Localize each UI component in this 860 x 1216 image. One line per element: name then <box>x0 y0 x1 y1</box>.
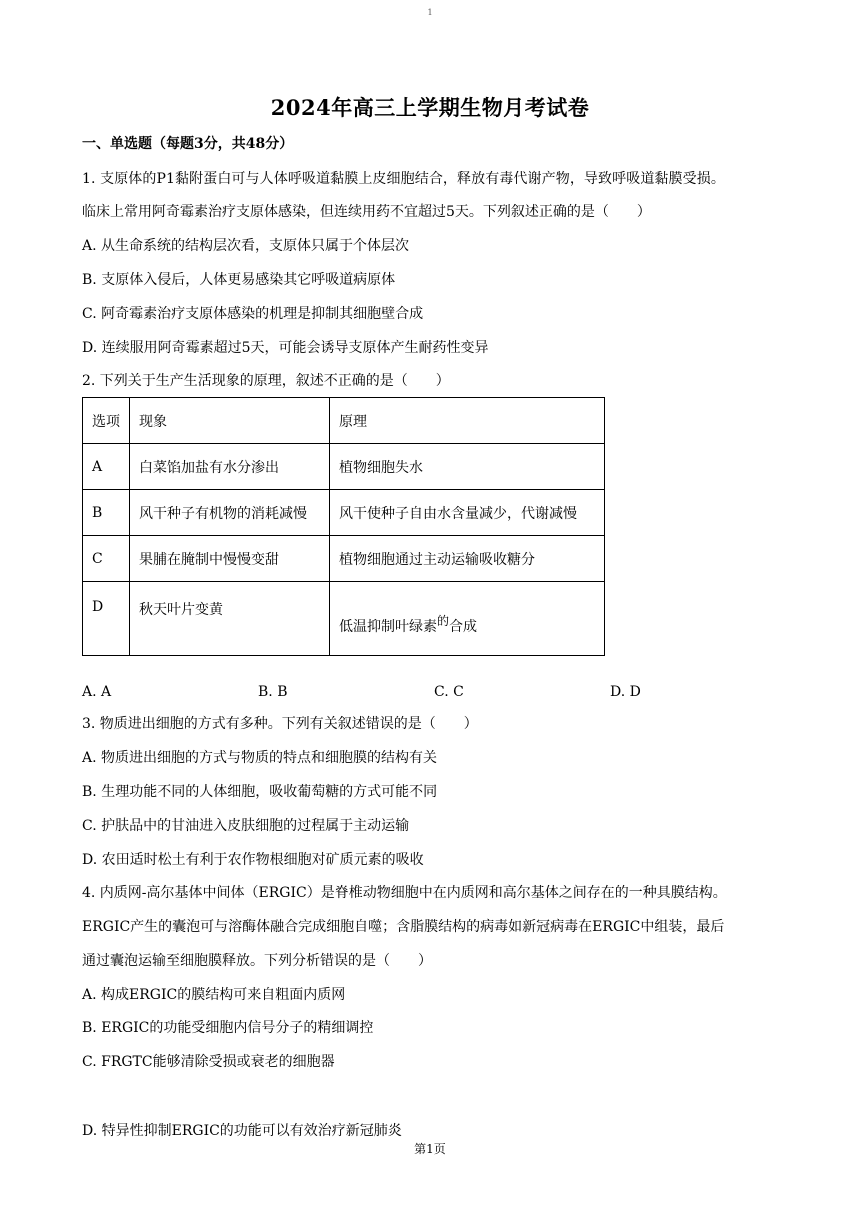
principle-text-raised-char: 的 <box>437 613 450 628</box>
section-heading: 一、单选题（每题3分，共48分） <box>82 136 294 152</box>
q1-option-b: B. 支原体入侵后，人体更易感染其它呼吸道病原体 <box>82 272 396 288</box>
table-cell: B <box>83 490 130 536</box>
table-cell: 风干使种子自由水含量减少，代谢减慢 <box>330 490 605 536</box>
table-header-cell: 现象 <box>130 398 330 444</box>
table-cell-principle <box>330 582 605 656</box>
q1-option-d: D. 连续服用阿奇霉素超过5天，可能会诱导支原体产生耐药性变异 <box>82 340 489 356</box>
q2-choice-d: D. D <box>610 684 641 700</box>
table-row <box>83 444 605 490</box>
q2-choice-b: B. B <box>258 684 288 700</box>
table-cell: A <box>83 444 130 490</box>
table-cell: 风干种子有机物的消耗减慢 <box>130 490 330 536</box>
q1-option-c: C. 阿奇霉素治疗支原体感染的机理是抑制其细胞壁合成 <box>82 306 424 322</box>
table-cell: 白菜馅加盐有水分渗出 <box>130 444 330 490</box>
q2-table <box>82 397 605 656</box>
q2-stem: 2. 下列关于生产生活现象的原理，叙述不正确的是（ ） <box>82 373 450 389</box>
q3-option-b: B. 生理功能不同的人体细胞，吸收葡萄糖的方式可能不同 <box>82 784 438 800</box>
q3-option-d: D. 农田适时松土有利于农作物根细胞对矿质元素的吸收 <box>82 852 424 868</box>
q4-stem-line3: 通过囊泡运输至细胞膜释放。下列分析错误的是（ ） <box>82 953 432 969</box>
page-number: 第1页 <box>414 1142 446 1156</box>
table-row <box>83 490 605 536</box>
table-header-cell: 原理 <box>330 398 605 444</box>
q3-option-c: C. 护肤品中的甘油进入皮肤细胞的过程属于主动运输 <box>82 818 410 834</box>
q1-option-a: A. 从生命系统的结构层次看，支原体只属于个体层次 <box>82 238 410 254</box>
header-mark: 1 <box>427 8 433 17</box>
table-cell: D <box>83 582 130 656</box>
q2-choice-c: C. C <box>434 684 464 700</box>
table-cell: 植物细胞失水 <box>330 444 605 490</box>
q4-stem-line1: 4. 内质网-高尔基体中间体（ERGIC）是脊椎动物细胞中在内质网和高尔基体之间存在的一种具膜结构。 <box>82 885 727 901</box>
table-cell: 植物细胞通过主动运输吸收糖分 <box>330 536 605 582</box>
q4-option-a: A. 构成ERGIC的膜结构可来自粗面内质网 <box>82 987 346 1003</box>
table-cell: 秋天叶片变黄 <box>130 582 330 656</box>
table-row <box>83 536 605 582</box>
page-title: 2024年高三上学期生物月考试卷 <box>270 95 590 120</box>
principle-text-part2: 合成 <box>449 618 478 635</box>
q4-stem-line2: ERGIC产生的囊泡可与溶酶体融合完成细胞自噬；含脂膜结构的病毒如新冠病毒在ERGIC中组装，最后 <box>82 919 725 935</box>
q4-option-c: C. FRGTC能够清除受损或衰老的细胞器 <box>82 1054 335 1070</box>
table-cell: 果脯在腌制中慢慢变甜 <box>130 536 330 582</box>
q4-option-d: D. 特异性抑制ERGIC的功能可以有效治疗新冠肺炎 <box>82 1123 402 1139</box>
q1-stem-line2: 临床上常用阿奇霉素治疗支原体感染，但连续用药不宜超过5天。下列叙述正确的是（ ） <box>82 204 651 220</box>
q1-stem-line1: 1. 支原体的P1黏附蛋白可与人体呼吸道黏膜上皮细胞结合，释放有毒代谢产物，导致呼吸道黏膜受损。 <box>82 171 725 187</box>
table-cell: C <box>83 536 130 582</box>
table-header-row <box>83 398 605 444</box>
table-header-cell: 选项 <box>83 398 130 444</box>
q3-stem: 3. 物质进出细胞的方式有多种。下列有关叙述错误的是（ ） <box>82 716 478 732</box>
principle-text-part1: 低温抑制叶绿素 <box>339 618 437 635</box>
q3-option-a: A. 物质进出细胞的方式与物质的特点和细胞膜的结构有关 <box>82 750 438 766</box>
table-row <box>83 582 605 656</box>
q2-choice-a: A. A <box>82 684 112 700</box>
q4-option-b: B. ERGIC的功能受细胞内信号分子的精细调控 <box>82 1020 374 1036</box>
